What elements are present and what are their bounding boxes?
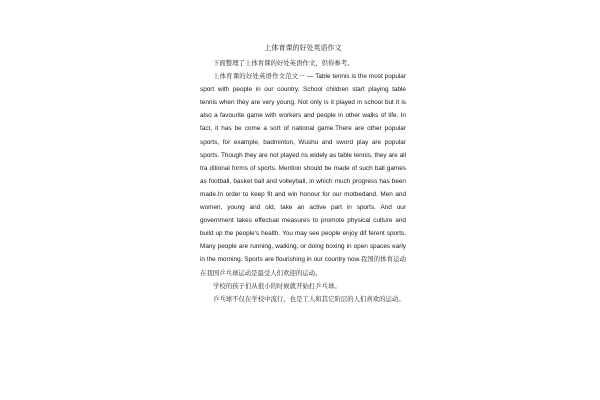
paragraph-popularity: 乒乓球不仅在学校中流行，也是工人和其它阶层的人们喜欢的运动。 <box>213 294 405 303</box>
document-title: 上体育课的好处英语作文 <box>264 44 342 52</box>
intro-paragraph: 下面整理了上体育课的好处英语作文，供你参考。 <box>213 59 354 67</box>
document-page <box>200 42 406 306</box>
essay-body: Table tennis is the most popular sport with people in our country. School children start playing table tennis when they are very young. Not only is it played in school but it is also a favourite game with workers and people in other walks of life. In fact, it has be come a sort of national game.There are other popular sports, for example, badminton, Wushu and sword play are popular sports. Though they are not played ns widely as table tennis, they are all tra ditional forms of sports. Mention should be made of such ball games as football, basket ball and volleyball, in which much progress has been made.In order to keep fit and win honour for our motbedand. Men and women, young and old, take an active part in sports. And our government takes effectual measures to promote physical culture and build up the people's health. You may see people enjoy dif ferent sports. Many people are running, walking, or doing boxing in open spaces early in the morning. Sports are flourishing in our country now. <box>200 73 406 264</box>
essay-heading: 上体育课的好处英语作文范文一 <box>213 72 305 81</box>
essay-paragraph: 上体育课的好处英语作文范文一 — Table tennis is the most popular sport with people in our country. School children start playing table tennis when they are very young. Not only is it played in school but it is also a favourite game with workers and people in other walks of life. In fact, it has be come a sort of national game.There are other popular sports, for example, badminton, Wushu and sword play are popular sports. Though they are not played ns widely as table tennis, they are all tra ditional forms of sports. Mention should be made of such ball games as football, basket ball and volleyball, in which much progress has been made.In order to keep fit and win honour for our motbedand. Men and women, young and old, take an active part in sports. And our government takes effectual measures to promote physical culture and build up the people's health. You may see people enjoy dif ferent sports. Many people are running, walking, or doing boxing in open spaces early in the morning. Sports are flourishing in our country now.我国的体育运动在我国乒乓球运动是最受人们欢迎的运动。 <box>200 72 407 277</box>
paragraph-school-children: 学校的孩子们从很小的时候就开始打乒乓球。 <box>213 281 341 290</box>
essay-tail: 我国的体育运动在我国乒乓球运动是最受人们欢迎的运动。 <box>200 255 407 277</box>
